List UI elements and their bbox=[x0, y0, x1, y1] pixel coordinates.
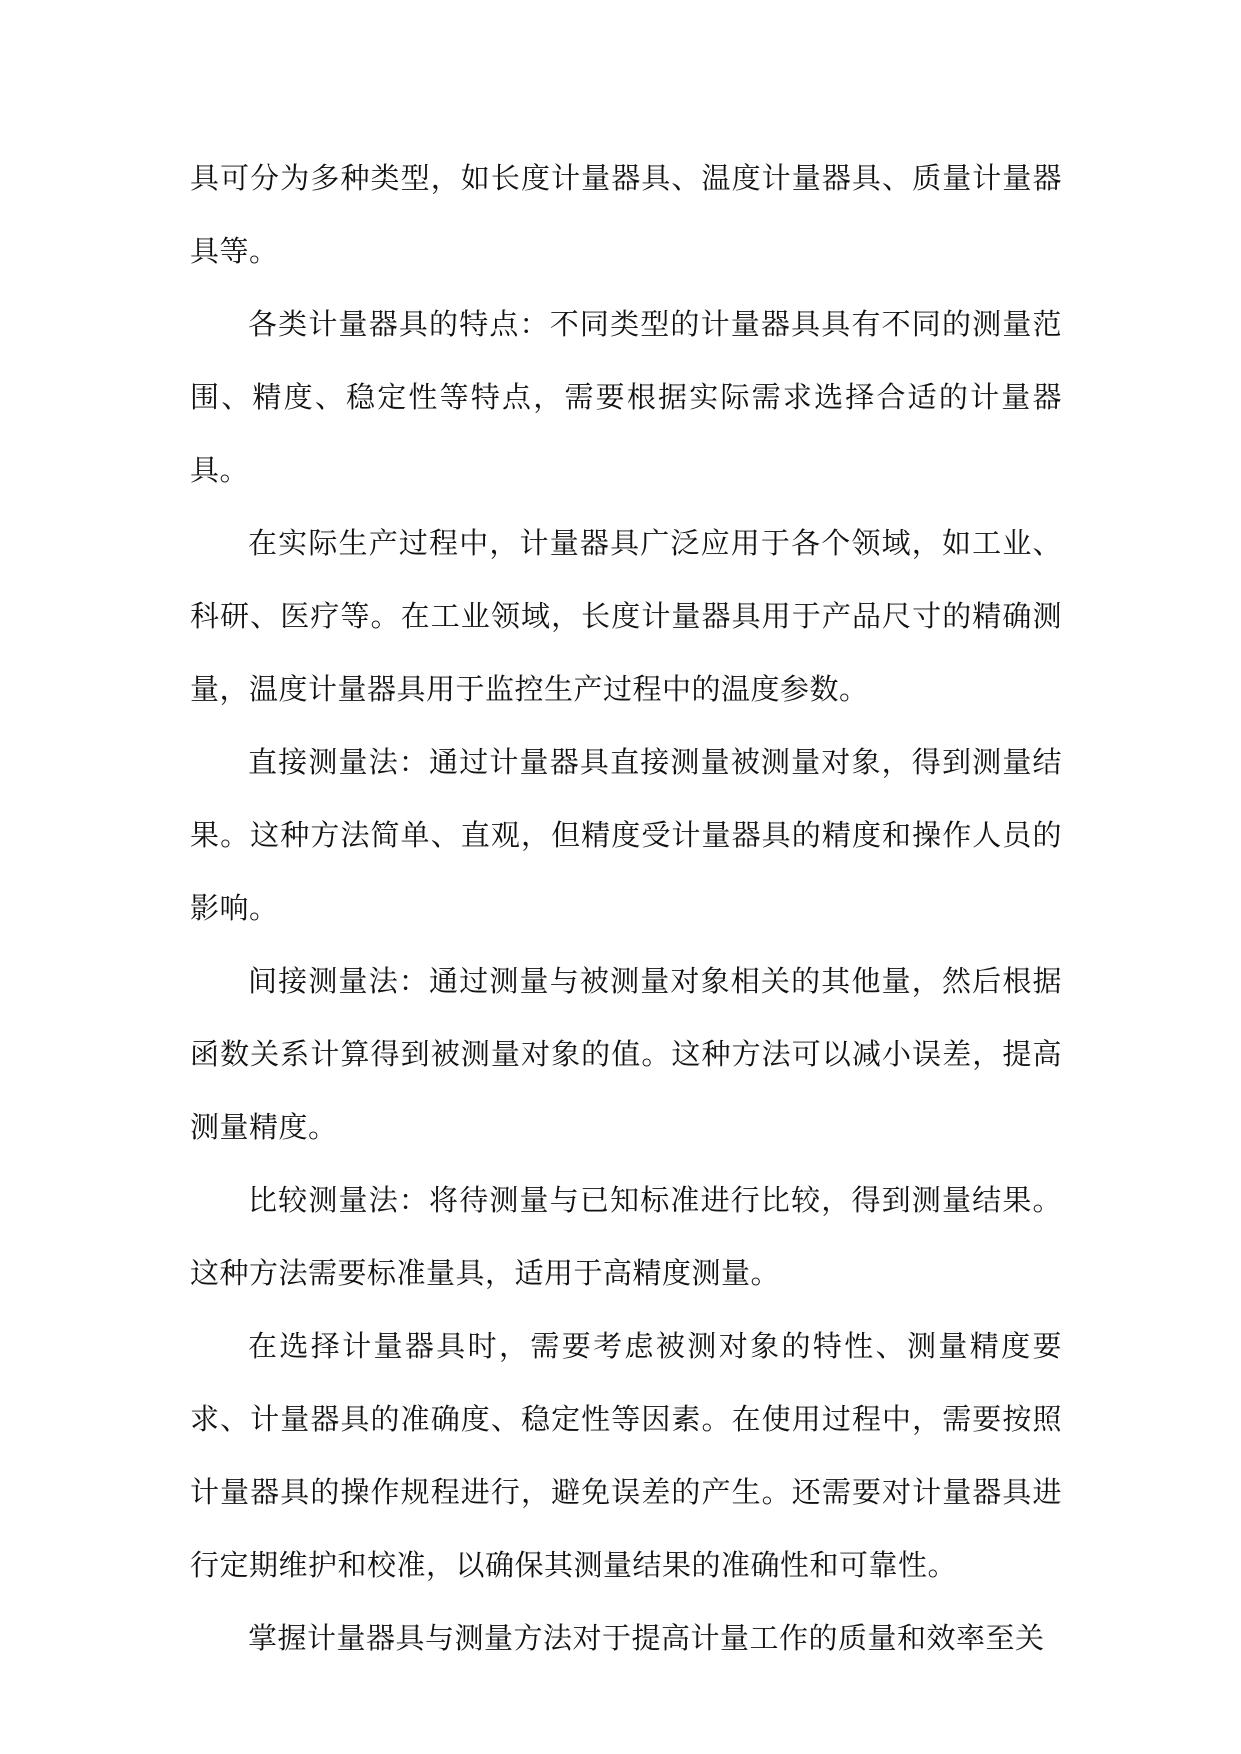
body-text bbox=[190, 142, 1062, 1675]
paragraph-7: 在选择计量器具时，需要考虑被测对象的特性、测量精度要求、计量器具的准确度、稳定性等因素。在使用过程中，需要按照计量器具的操作规程进行，避免误差的产生。还需要对计量器具进行定期维护和校准，以确保其测量结果的准确性和可靠性。 bbox=[190, 1329, 1062, 1582]
paragraph-1: 具可分为多种类型，如长度计量器具、温度计量器具、质量计量器具等。 bbox=[190, 161, 1062, 268]
paragraph-2: 各类计量器具的特点：不同类型的计量器具具有不同的测量范围、精度、稳定性等特点，需要根据实际需求选择合适的计量器具。 bbox=[190, 307, 1062, 487]
paragraph-3: 在实际生产过程中，计量器具广泛应用于各个领域，如工业、科研、医疗等。在工业领域，长度计量器具用于产品尺寸的精确测量，温度计量器具用于监控生产过程中的温度参数。 bbox=[190, 526, 1062, 706]
paragraph-8: 掌握计量器具与测量方法对于提高计量工作的质量和效率至关 bbox=[248, 1621, 1045, 1655]
paragraph-6: 比较测量法：将待测量与已知标准进行比较，得到测量结果。这种方法需要标准量具，适用于高精度测量。 bbox=[190, 1183, 1062, 1290]
paragraph-5: 间接测量法：通过测量与被测量对象相关的其他量，然后根据函数关系计算得到被测量对象的值。这种方法可以减小误差，提高测量精度。 bbox=[190, 964, 1062, 1144]
paragraph-4: 直接测量法：通过计量器具直接测量被测量对象，得到测量结果。这种方法简单、直观，但精度受计量器具的精度和操作人员的影响。 bbox=[190, 745, 1062, 925]
